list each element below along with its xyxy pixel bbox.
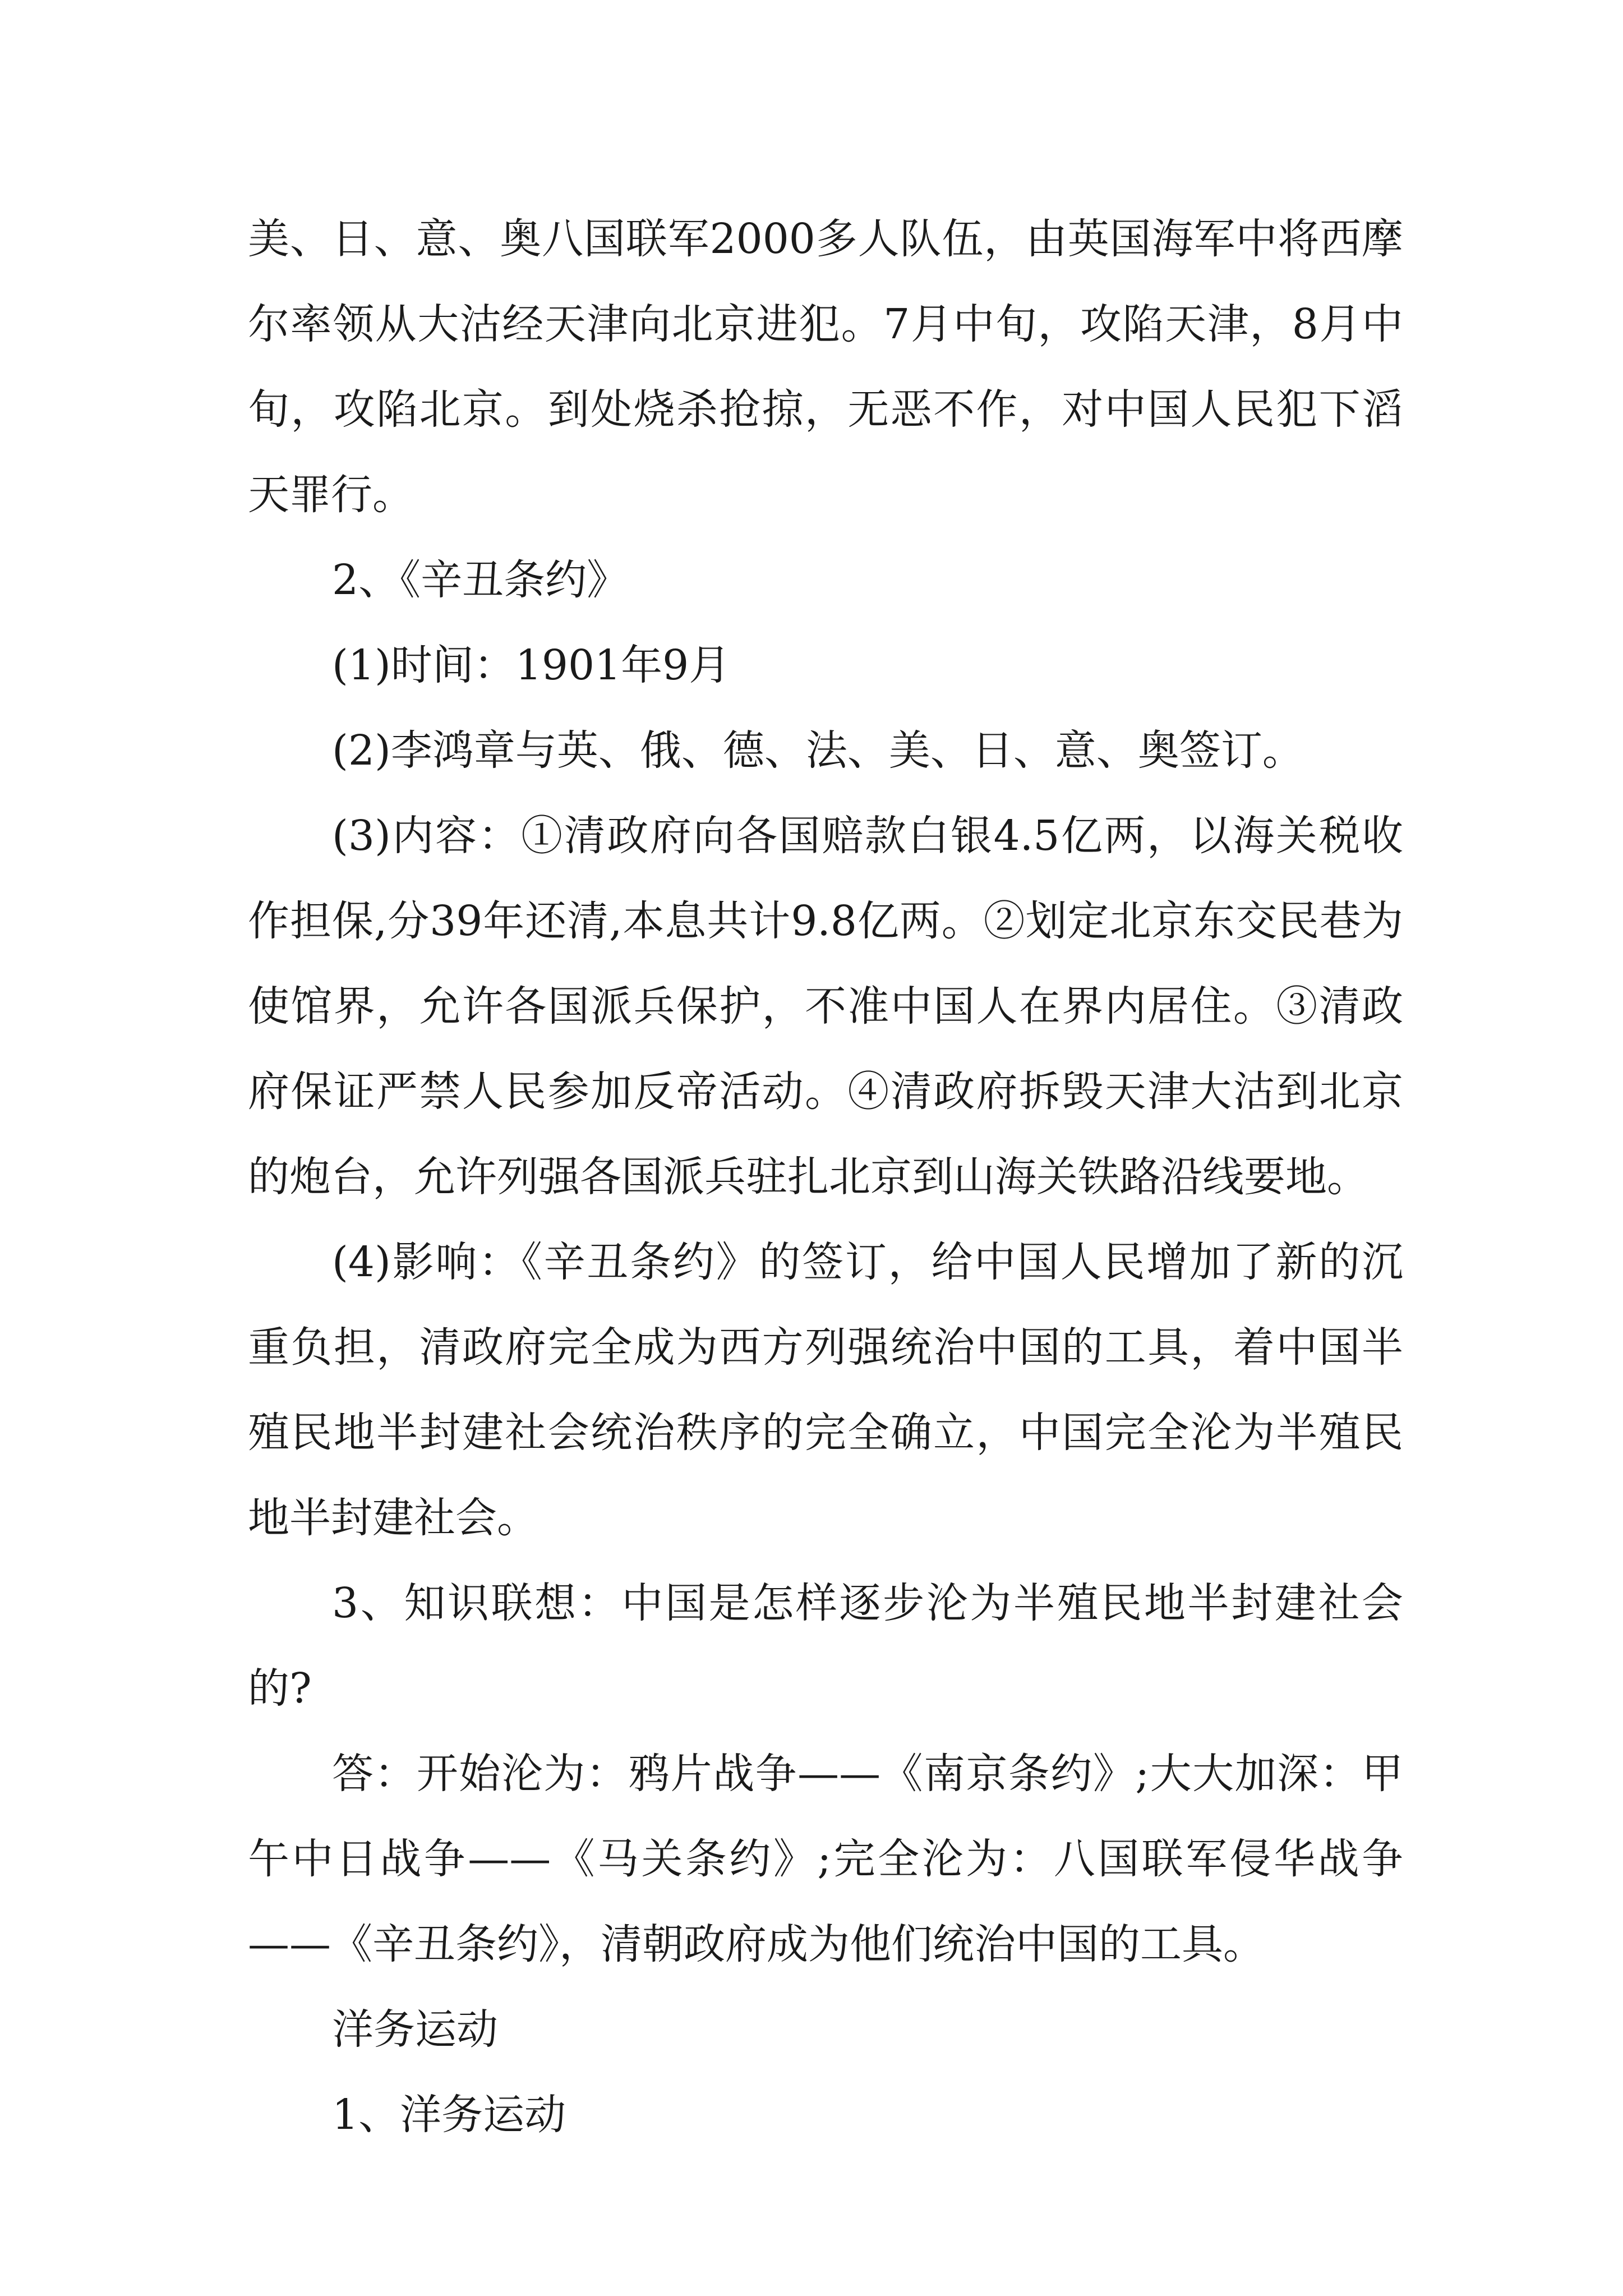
knowledge-question: 3、知识联想：中国是怎样逐步沦为半殖民地半封建社会的? xyxy=(248,1579,1403,1713)
treaty-content: (3)内容：①清政府向各国赔款白银4.5亿两，以海关税收作担保,分39年还清,本息共计9.8亿两。②划定北京东交民巷为使馆界，允许各国派兵保护，不准中国人在界内居住。③清政府保证严禁人民参加反帝活动。④清政府拆毁天津大沽到北京的炮台，允许列强各国派兵驻扎北京到山海关铁路沿线要地。 xyxy=(248,812,1403,1201)
section-heading-treaty: 2、《辛丑条约》 xyxy=(332,556,629,604)
document-body xyxy=(248,196,1403,2157)
treaty-time: (1)时间：1901年9月 xyxy=(332,641,731,689)
treaty-signatories: (2)李鸿章与英、俄、德、法、美、日、意、奥签订。 xyxy=(332,726,1304,775)
section-title-westernization: 洋务运动 xyxy=(332,2005,498,2054)
treaty-impact: (4)影响：《辛丑条约》的签订，给中国人民增加了新的沉重负担，清政府完全成为西方列强统治中国的工具，着中国半殖民地半封建社会统治秩序的完全确立，中国完全沦为半殖民地半封建社会。 xyxy=(248,1238,1403,1542)
paragraph-continuation: 美、日、意、奥八国联军2000多人队伍，由英国海军中将西摩尔率领从大沽经天津向北京进犯。7月中旬，攻陷天津，8月中旬，攻陷北京。到处烧杀抢掠，无恶不作，对中国人民犯下滔天罪行。 xyxy=(248,215,1403,519)
subsection-heading-westernization: 1、洋务运动 xyxy=(332,2091,566,2139)
knowledge-answer: 答：开始沦为：鸦片战争——《南京条约》;大大加深：甲午中日战争——《马关条约》;完全沦为：八国联军侵华战争——《辛丑条约》，清朝政府成为他们统治中国的工具。 xyxy=(248,1750,1403,1968)
